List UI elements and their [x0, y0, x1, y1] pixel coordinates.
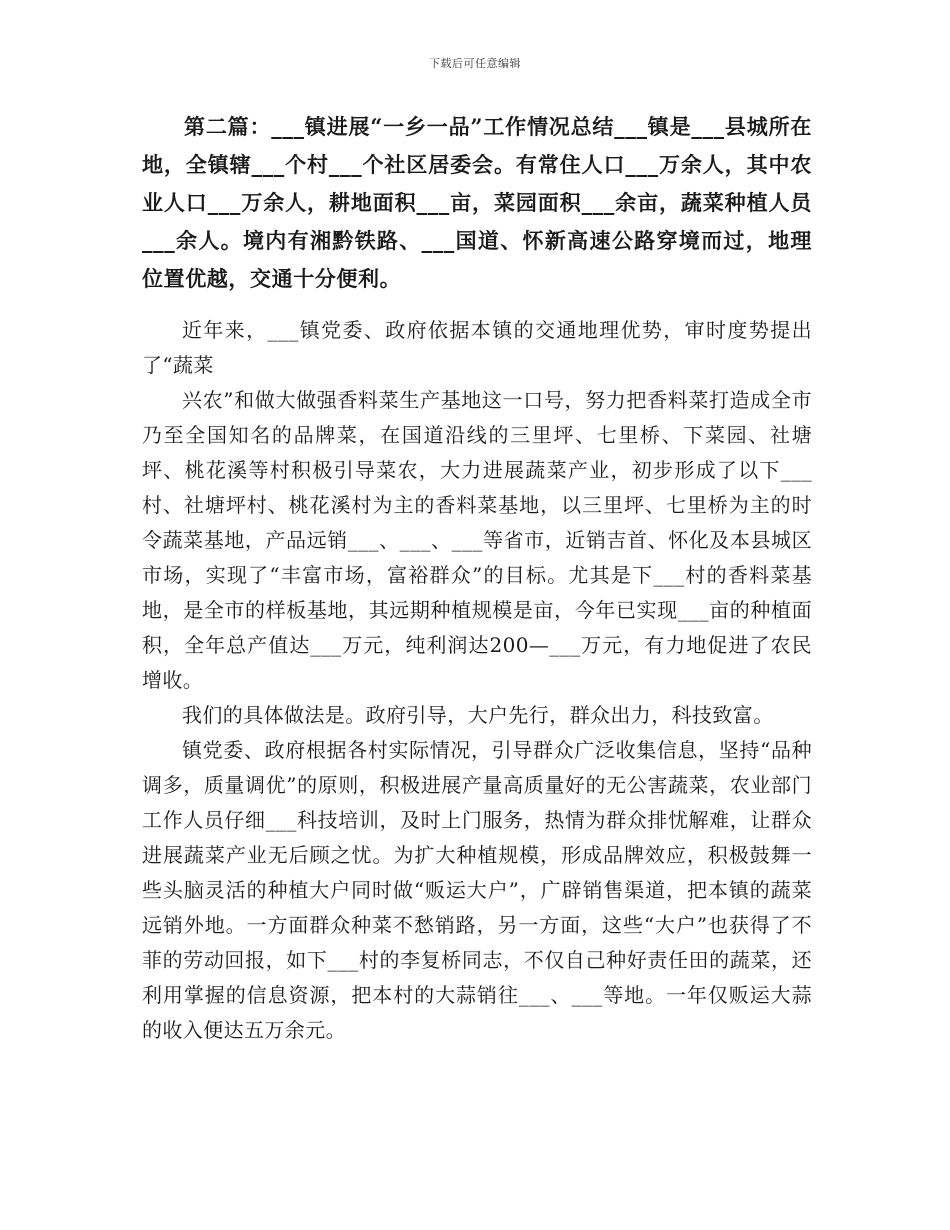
- body-paragraph-2: 兴农”和做大做强香料菜生产基地这一口号，努力把香料菜打造成全市乃至全国知名的品牌菜，在国道沿线的三里坪、七里桥、下菜园、社塘坪、桃花溪等村积极引导菜农，大力进展蔬菜产业，初步形成了以下___村、社塘坪村、桃花溪村为主的香料菜基地，以三里坪、七里桥为主的时令蔬菜基地，产品远销___、___、___等省市，近销吉首、怀化及本县城区市场，实现了“丰富市场，富裕群众”的目标。尤其是下___村的香料菜基地，是全市的样板基地，其远期种植规模是亩，今年已实现___亩的种植面积，全年总产值达___万元，纯利润达200—___万元，有力地促进了农民增收。: [142, 388, 812, 692]
- body-paragraph-4: 镇党委、政府根据各村实际情况，引导群众广泛收集信息，坚持“品种调多，质量调优”的原则，积极进展产量高质量好的无公害蔬菜，农业部门工作人员仔细___科技培训，及时上门服务，热情为群众排忧解难，让群众进展蔬菜产业无后顾之忧。为扩大种植规模，形成品牌效应，积极鼓舞一些头脑灵活的种植大户同时做“贩运大户”，广辟销售渠道，把本镇的蔬菜远销外地。一方面群众种菜不愁销路，另一方面，这些“大户”也获得了不菲的劳动回报，如下___村的李复桥同志，不仅自己种好责任田的蔬菜，还利用掌握的信息资源，把本村的大蒜销往___、___等地。一年仅贩运大蒜的收入便达五万余元。: [142, 738, 812, 1042]
- body-paragraph-3: 我们的具体做法是。政府引导，大户先行，群众出力，科技致富。: [182, 703, 774, 727]
- title-paragraph: 第二篇：___镇进展“一乡一品”工作情况总结___镇是___县城所在地，全镇辖___个村___个社区居委会。有常住人口___万余人，其中农业人口___万余人，耕地面积___亩，菜园面积___余亩，蔬菜种植人员___余人。境内有湘黔铁路、___国道、怀新高速公路穿境而过，地理位置优越，交通十分便利。: [142, 114, 812, 291]
- body-paragraph-1: 近年来，___镇党委、政府依据本镇的交通地理优势，审时度势提出了“蔬菜: [142, 318, 812, 377]
- header-note: 下载后可任意编辑: [429, 57, 521, 70]
- document-body: [142, 108, 812, 1048]
